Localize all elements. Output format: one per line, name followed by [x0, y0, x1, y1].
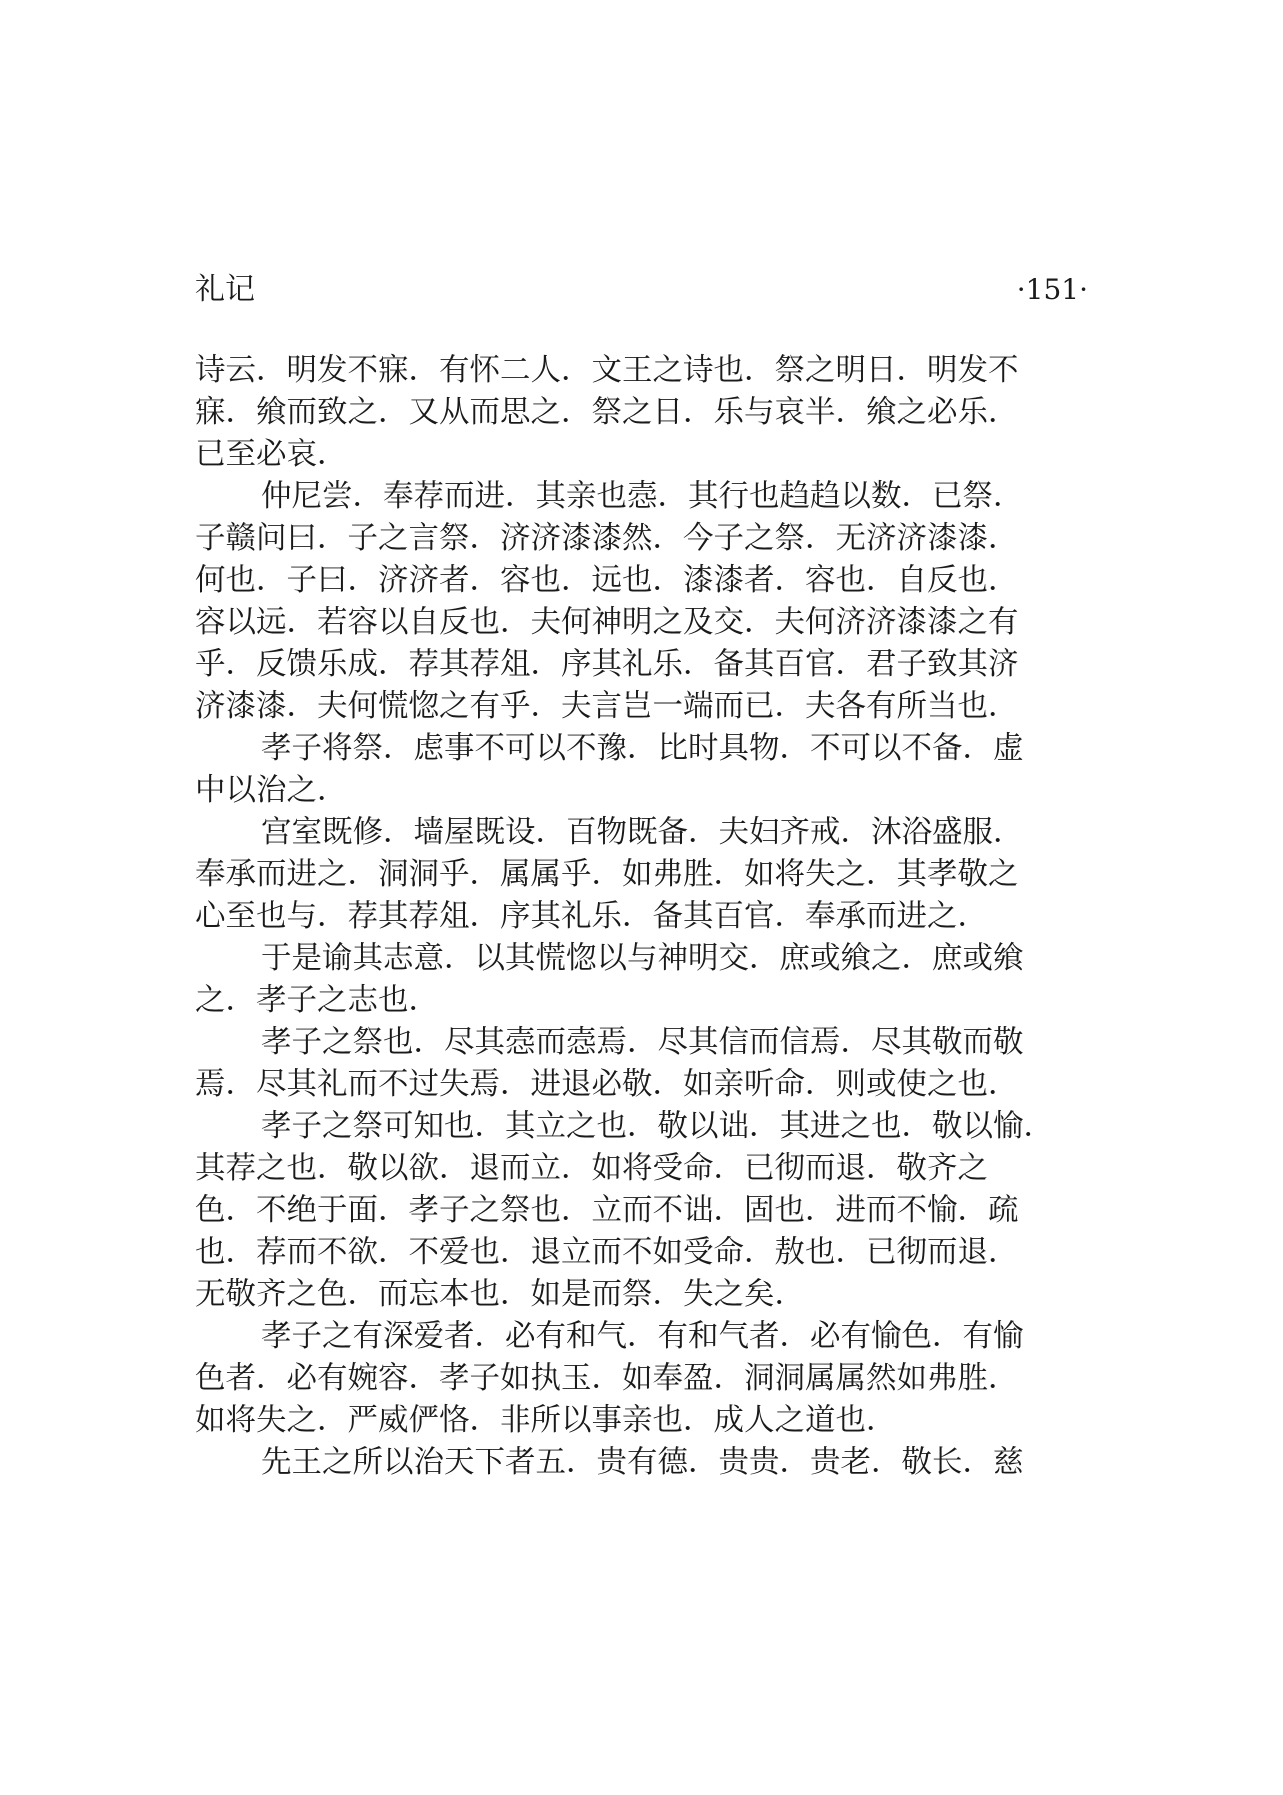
text-line: 无敬齐之色．而忘本也．如是而祭．失之矣． — [195, 1277, 805, 1312]
page-number: ·151· — [1016, 273, 1088, 306]
text-line: 焉．尽其礼而不过失焉．进退必敬．如亲听命．则或使之也． — [195, 1067, 1019, 1102]
body-text — [195, 350, 1088, 1484]
text-line: 之．孝子之志也． — [195, 983, 439, 1018]
text-line: 奉承而进之．洞洞乎．属属乎．如弗胜．如将失之．其孝敬之 — [195, 857, 1019, 892]
text-line: 孝子之祭也．尽其悫而悫焉．尽其信而信焉．尽其敬而敬 — [261, 1025, 1024, 1060]
text-line: 何也．子曰．济济者．容也．远也．漆漆者．容也．自反也． — [195, 563, 1019, 598]
text-line: 诗云．明发不寐．有怀二人．文王之诗也．祭之明日．明发不 — [195, 353, 1019, 388]
text-line: 心至也与．荐其荐俎．序其礼乐．备其百官．奉承而进之． — [195, 899, 988, 934]
book-title: 礼记 — [195, 272, 255, 307]
text-line: 孝子之有深爱者．必有和气．有和气者．必有愉色．有愉 — [261, 1319, 1024, 1354]
text-line: 也．荐而不欲．不爱也．退立而不如受命．敖也．已彻而退． — [195, 1235, 1019, 1270]
text-line: 中以治之． — [195, 773, 348, 808]
text-line: 于是谕其志意．以其慌惚以与神明交．庶或飨之．庶或飨 — [261, 941, 1024, 976]
text-line: 孝子将祭．虑事不可以不豫．比时具物．不可以不备．虚 — [261, 731, 1024, 766]
text-line: 先王之所以治天下者五．贵有德．贵贵．贵老．敬长．慈 — [261, 1445, 1024, 1480]
text-line: 仲尼尝．奉荐而进．其亲也悫．其行也趋趋以数．已祭． — [261, 479, 1024, 514]
text-line: 子赣问曰．子之言祭．济济漆漆然．今子之祭．无济济漆漆． — [195, 521, 1019, 556]
text-line: 色．不绝于面．孝子之祭也．立而不诎．固也．进而不愉．疏 — [195, 1193, 1019, 1228]
text-line: 容以远．若容以自反也．夫何神明之及交．夫何济济漆漆之有 — [195, 605, 1019, 640]
running-header — [195, 270, 1088, 310]
text-line: 已至必哀． — [195, 437, 348, 472]
text-line: 寐．飨而致之．又从而思之．祭之日．乐与哀半．飨之必乐． — [195, 395, 1019, 430]
text-line: 乎．反馈乐成．荐其荐俎．序其礼乐．备其百官．君子致其济 — [195, 647, 1019, 682]
text-line: 宫室既修．墙屋既设．百物既备．夫妇齐戒．沐浴盛服． — [261, 815, 1024, 850]
text-line: 色者．必有婉容．孝子如执玉．如奉盈．洞洞属属然如弗胜． — [195, 1361, 1019, 1396]
text-line: 孝子之祭可知也．其立之也．敬以诎．其进之也．敬以愉． — [261, 1109, 1054, 1144]
text-line: 济漆漆．夫何慌惚之有乎．夫言岂一端而已．夫各有所当也． — [195, 689, 1019, 724]
text-line: 如将失之．严威俨恪．非所以事亲也．成人之道也． — [195, 1403, 897, 1438]
text-line: 其荐之也．敬以欲．退而立．如将受命．已彻而退．敬齐之 — [195, 1151, 988, 1186]
